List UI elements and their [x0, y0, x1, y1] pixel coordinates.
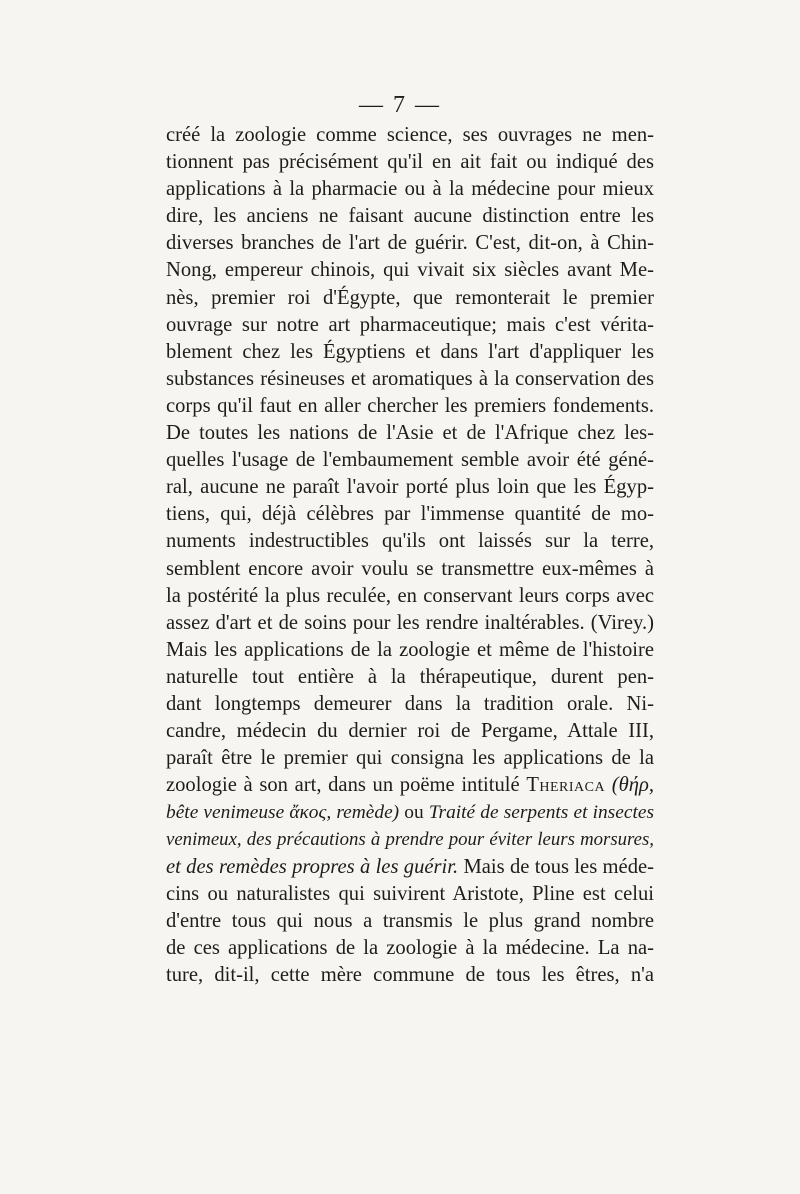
text-line: Nong, empereur chinois, qui vivait six siècles avant Me- — [166, 259, 654, 282]
text-line: ouvrage sur notre art pharmaceutique; mais c'est vérita- — [166, 313, 654, 336]
text-line: De toutes les nations de l'Asie et de l'Afrique chez les- — [166, 422, 654, 445]
text-line: paraît être le premier qui consigna les applications de la — [166, 747, 654, 770]
italic-segment: Traité de serpents et insectes — [428, 802, 654, 824]
text-line: d'entre tous qui nous a transmis le plus grand nombre — [166, 909, 654, 932]
text-line: naturelle tout entière à la thérapeutique, durent pen- — [166, 665, 654, 688]
text-line: diverses branches de l'art de guérir. C'est, dit-on, à Chin- — [166, 232, 654, 255]
text-line: assez d'art et de soins pour les rendre inaltérables. (Virey.) — [166, 611, 654, 634]
text-line: blement chez les Égyptiens et dans l'art d'appliquer les — [166, 340, 654, 363]
text-line: quelles l'usage de l'embaumement semble avoir été géné- — [166, 449, 654, 472]
text-segment: zoologie à son art, dans un poëme intitulé — [166, 774, 527, 797]
italic-segment: et des remèdes propres à les guérir. — [166, 855, 459, 878]
italic-segment: bête venimeuse ἄκος, remède) — [166, 802, 400, 824]
greek-gloss: (θήρ, — [605, 774, 654, 797]
text-line: créé la zoologie comme science, ses ouvrages ne men- — [166, 124, 654, 146]
text-line: dire, les anciens ne faisant aucune distinction entre les — [166, 205, 654, 228]
body-text — [166, 122, 654, 989]
text-line: numents indestructibles qu'ils ont laissés sur la terre, — [166, 530, 654, 553]
text-line: corps qu'il faut en aller chercher les premiers fondements. — [166, 394, 654, 417]
text-line: cins ou naturalistes qui suivirent Aristote, Pline est celui — [166, 882, 654, 905]
text-line-mixed — [166, 772, 654, 799]
text-line: la postérité la plus reculée, en conservant leurs corps avec — [166, 584, 654, 607]
text-line-mixed — [166, 854, 654, 881]
text-line: tiens, qui, déjà célèbres par l'immense quantité de mo- — [166, 503, 654, 526]
text-line: applications à la pharmacie ou à la médecine pour mieux — [166, 178, 654, 201]
text-line: dant longtemps demeurer dans la tradition orale. Ni- — [166, 692, 654, 715]
text-line: substances résineuses et aromatiques à la conservation des — [166, 367, 654, 390]
text-line: ral, aucune ne paraît l'avoir porté plus loin que les Égyp- — [166, 476, 654, 499]
text-segment: Mais de tous les méde- — [458, 855, 654, 878]
text-line: nès, premier roi d'Égypte, que remonterait le premier — [166, 286, 654, 309]
page-number: — 7 — — [359, 92, 441, 118]
text-segment: ou — [399, 802, 429, 824]
text-line-mixed — [166, 799, 654, 826]
text-line-italic: venimeux, des précautions à prendre pour éviter leurs morsures, — [166, 829, 654, 851]
text-line: ture, dit-il, cette mère commune de tous les êtres, n'a — [166, 963, 654, 986]
text-line: de ces applications de la zoologie à la médecine. La na- — [166, 936, 654, 959]
book-title: Theriaca — [526, 774, 606, 797]
text-line: tionnent pas précisément qu'il en ait fait ou indiqué des — [166, 151, 654, 174]
text-line: candre, médecin du dernier roi de Pergame, Attale III, — [166, 720, 654, 743]
text-line: Mais les applications de la zoologie et même de l'histoire — [166, 638, 654, 661]
text-line: semblent encore avoir voulu se transmettre eux-mêmes à — [166, 557, 654, 580]
